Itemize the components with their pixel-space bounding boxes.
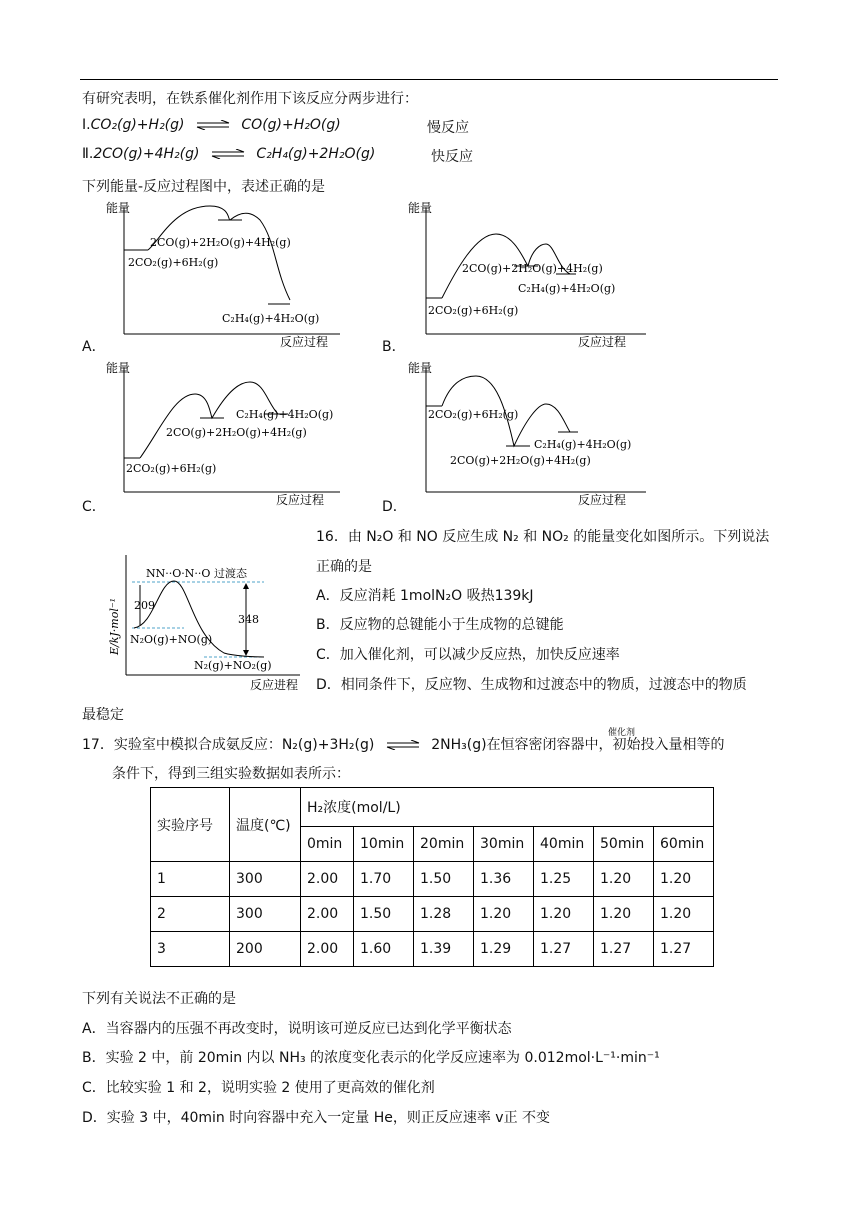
step-2-equation bbox=[82, 146, 375, 162]
header-time: 0min bbox=[301, 827, 354, 862]
q16-option-a: A．反应消耗 1molN₂O 吸热139kJ bbox=[316, 588, 534, 604]
q17-stem-question: 下列有关说法不正确的是 bbox=[82, 991, 236, 1007]
cell-value: 2.00 bbox=[301, 897, 354, 932]
option-a-label: A． bbox=[82, 339, 106, 355]
cell-value: 1.20 bbox=[534, 897, 594, 932]
q17-stem-line2: 条件下，得到三组实验数据如表所示： bbox=[112, 766, 350, 782]
species-end: C₂H₄(g)+4H₂O(g) bbox=[534, 438, 632, 451]
y-axis-label: 能量 bbox=[408, 201, 433, 215]
catalyst-label: 催化剂 bbox=[608, 728, 636, 738]
cell-value: 1.27 bbox=[534, 932, 594, 967]
step-1-label: Ⅰ. bbox=[82, 117, 91, 133]
cell-value: 1.60 bbox=[354, 932, 414, 967]
step-1-right: CO(g)+H₂O(g) bbox=[241, 117, 341, 133]
header-rule bbox=[80, 79, 778, 80]
option-b-label: B． bbox=[382, 339, 406, 355]
cell-temp: 300 bbox=[230, 897, 301, 932]
cell-value: 1.20 bbox=[594, 897, 654, 932]
q17-option-d: D．实验 3 中，40min 时向容器中充入一定量 He，则正反应速率 v正 不变 bbox=[82, 1110, 551, 1126]
ea-forward: 209 bbox=[134, 599, 155, 612]
equilibrium-arrow-icon bbox=[195, 120, 231, 130]
cell-value: 1.27 bbox=[594, 932, 654, 967]
cell-temp: 200 bbox=[230, 932, 301, 967]
cell-value: 1.28 bbox=[414, 897, 474, 932]
y-axis-label: 能量 bbox=[106, 361, 131, 375]
header-time: 60min bbox=[654, 827, 714, 862]
ea-reverse: 348 bbox=[238, 613, 259, 626]
cell-exp: 1 bbox=[151, 862, 230, 897]
intro-text: 有研究表明，在铁系催化剂作用下该反应分两步进行： bbox=[82, 91, 418, 107]
step-2-speed: 快反应 bbox=[431, 149, 473, 165]
species-start: 2CO₂(g)+6H₂(g) bbox=[428, 408, 519, 421]
cell-value: 1.70 bbox=[354, 862, 414, 897]
species-start: 2CO₂(g)+6H₂(g) bbox=[128, 256, 219, 269]
cell-value: 1.20 bbox=[654, 862, 714, 897]
cell-value: 1.27 bbox=[654, 932, 714, 967]
header-time: 50min bbox=[594, 827, 654, 862]
step-1-left: CO₂(g)+H₂(g) bbox=[90, 117, 185, 133]
cell-value: 1.29 bbox=[474, 932, 534, 967]
step-2-left: 2CO(g)+4H₂(g) bbox=[93, 146, 200, 162]
option-c-label: C． bbox=[82, 499, 106, 515]
species-mid: 2CO(g)+2H₂O(g)+4H₂(g) bbox=[462, 262, 603, 275]
species-end: C₂H₄(g)+4H₂O(g) bbox=[518, 282, 616, 295]
option-d-label: D． bbox=[382, 499, 407, 515]
energy-graph-c bbox=[100, 360, 350, 510]
header-temp: 温度(℃) bbox=[230, 788, 301, 862]
y-axis-label: 能量 bbox=[408, 361, 433, 375]
equilibrium-arrow-icon bbox=[210, 149, 246, 159]
step-2-label: Ⅱ. bbox=[82, 146, 94, 162]
q17-option-a: A．当容器内的压强不再改变时，说明该可逆反应已达到化学平衡状态 bbox=[82, 1021, 512, 1037]
step-2-right: C₂H₄(g)+2H₂O(g) bbox=[256, 146, 376, 162]
header-time: 20min bbox=[414, 827, 474, 862]
q17-stem-cont: 在恒容密闭容器中，初始投入量相等的 bbox=[486, 737, 725, 753]
q17-option-b: B．实验 2 中，前 20min 内以 NH₃ 的浓度变化表示的化学反应速率为 0.012mol·L⁻¹·min⁻¹ bbox=[82, 1050, 660, 1066]
equilibrium-arrow-icon bbox=[385, 740, 421, 750]
header-time: 40min bbox=[534, 827, 594, 862]
species-mid: 2CO(g)+2H₂O(g)+4H₂(g) bbox=[150, 236, 291, 249]
q16-energy-figure bbox=[104, 545, 304, 695]
q16-stem-line2: 正确的是 bbox=[316, 559, 372, 575]
table-row bbox=[151, 862, 714, 897]
cell-value: 1.39 bbox=[414, 932, 474, 967]
energy-graph-a bbox=[100, 200, 350, 350]
q16-option-d-cont: 最稳定 bbox=[82, 707, 124, 723]
x-axis-label: 反应过程 bbox=[578, 493, 627, 507]
products-label: N₂(g)+NO₂(g) bbox=[194, 659, 272, 672]
species-end: C₂H₄(g)+4H₂O(g) bbox=[222, 312, 320, 325]
cell-value: 1.20 bbox=[654, 897, 714, 932]
species-mid: 2CO(g)+2H₂O(g)+4H₂(g) bbox=[450, 454, 591, 467]
q16-option-b: B．反应物的总键能小于生成物的总键能 bbox=[316, 617, 564, 633]
x-axis-label: 反应过程 bbox=[280, 335, 329, 349]
energy-graph-d bbox=[406, 360, 656, 510]
cell-temp: 300 bbox=[230, 862, 301, 897]
q15-stem: 下列能量-反应过程图中，表述正确的是 bbox=[82, 179, 326, 195]
cell-value: 1.50 bbox=[414, 862, 474, 897]
species-start: 2CO₂(g)+6H₂(g) bbox=[126, 462, 217, 475]
q16-option-c: C．加入催化剂，可以减少反应热，加快反应速率 bbox=[316, 647, 620, 663]
header-time: 10min bbox=[354, 827, 414, 862]
cell-exp: 2 bbox=[151, 897, 230, 932]
h2-concentration-table bbox=[150, 787, 714, 967]
cell-value: 1.25 bbox=[534, 862, 594, 897]
y-axis-label: 能量 bbox=[106, 201, 131, 215]
ts-species: NN··O·N··O bbox=[146, 567, 211, 580]
reactants-label: N₂O(g)+NO(g) bbox=[130, 633, 213, 646]
species-start: 2CO₂(g)+6H₂(g) bbox=[428, 304, 519, 317]
header-exp: 实验序号 bbox=[151, 788, 230, 862]
cell-value: 1.20 bbox=[594, 862, 654, 897]
x-axis-label: 反应过程 bbox=[276, 493, 325, 507]
q17-option-c: C．比较实验 1 和 2，说明实验 2 使用了更高效的催化剂 bbox=[82, 1080, 435, 1096]
y-axis-label: E/kJ·mol⁻¹ bbox=[108, 597, 121, 655]
x-axis-label: 反应过程 bbox=[578, 335, 627, 349]
q17-product: 2NH₃(g) bbox=[431, 737, 487, 753]
cell-value: 1.20 bbox=[474, 897, 534, 932]
cell-value: 1.50 bbox=[354, 897, 414, 932]
q17-reactants: 17．实验室中模拟合成氨反应：N₂(g)+3H₂(g) bbox=[82, 737, 375, 753]
table-row bbox=[151, 897, 714, 932]
step-1-speed: 慢反应 bbox=[427, 120, 469, 136]
cell-value: 2.00 bbox=[301, 932, 354, 967]
x-axis-label: 反应进程 bbox=[250, 678, 299, 692]
header-time: 30min bbox=[474, 827, 534, 862]
cell-value: 2.00 bbox=[301, 862, 354, 897]
energy-graph-b bbox=[406, 200, 656, 350]
transition-label: 过渡态 bbox=[214, 567, 247, 580]
cell-value: 1.36 bbox=[474, 862, 534, 897]
species-end: C₂H₄(g)+4H₂O(g) bbox=[236, 408, 334, 421]
cell-exp: 3 bbox=[151, 932, 230, 967]
q16-stem-line1: 16．由 N₂O 和 NO 反应生成 N₂ 和 NO₂ 的能量变化如图所示。下列说法 bbox=[316, 529, 770, 545]
header-h2: H₂浓度(mol/L) bbox=[301, 788, 714, 827]
species-mid: 2CO(g)+2H₂O(g)+4H₂(g) bbox=[166, 426, 307, 439]
step-1-equation bbox=[82, 117, 341, 133]
table-row bbox=[151, 932, 714, 967]
q16-option-d: D．相同条件下，反应物、生成物和过渡态中的物质，过渡态中的物质 bbox=[316, 677, 747, 693]
